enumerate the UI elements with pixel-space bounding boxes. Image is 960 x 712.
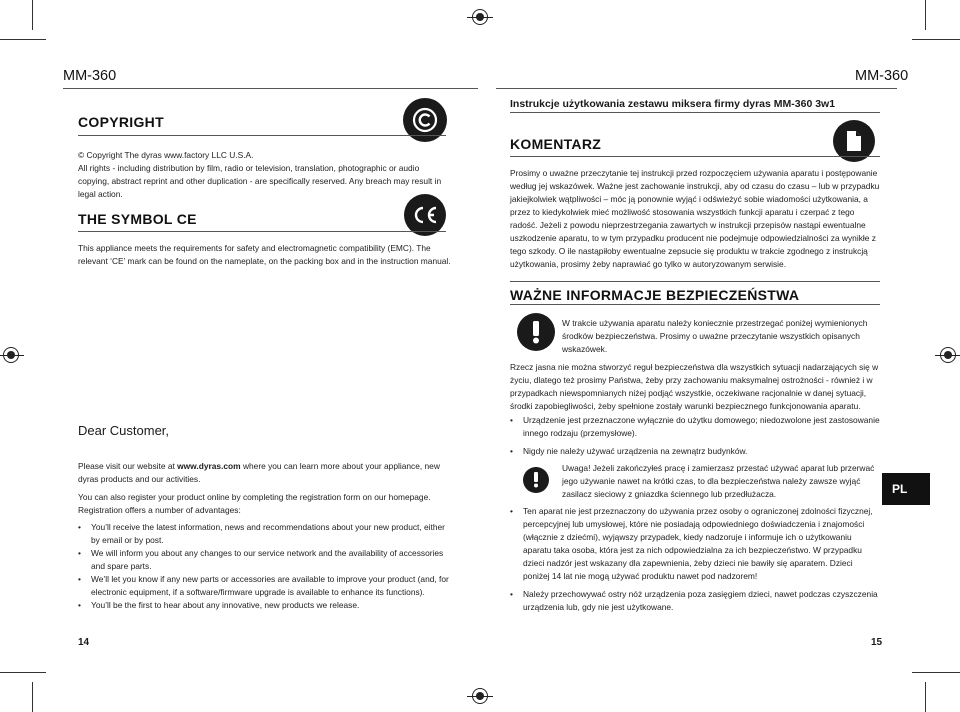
header-rule bbox=[63, 88, 478, 89]
ce-text: This appliance meets the requirements for safety and electromagnetic compatibility (EMC). The relevant ‘CE’ mark can be found on the nameplate, on the packing box and in the instruction manual. bbox=[78, 243, 451, 266]
crop-mark bbox=[0, 672, 46, 673]
list-item: • You’ll receive the latest information, news and recommendations about your new product, either by email or by post. bbox=[78, 521, 454, 547]
crop-mark bbox=[0, 39, 46, 40]
crop-mark bbox=[925, 0, 926, 30]
copyright-text bbox=[78, 149, 450, 201]
register-paragraph: You can also register your product online by completing the registration form on our homepage. Registration offers a number of advantages: bbox=[78, 492, 431, 515]
section-rule bbox=[510, 112, 880, 113]
list-item: • Nigdy nie należy używać urządzenia na zewnątrz budynków. bbox=[510, 445, 880, 458]
visit-paragraph bbox=[78, 460, 454, 486]
section-rule bbox=[510, 304, 880, 305]
registration-mark-icon bbox=[472, 9, 488, 25]
ce-mark-icon bbox=[404, 194, 446, 236]
section-rule bbox=[78, 135, 446, 136]
komentarz-title: KOMENTARZ bbox=[510, 136, 602, 152]
list-item: • We will inform you about any changes to our service network and the availability of accessories and spare parts. bbox=[78, 547, 454, 573]
list-item: • We’ll let you know if any new parts or accessories are available to improve your product (and, for electronic equipment, if a software/firmware upgrade is available to enhance its functions). bbox=[78, 573, 454, 599]
crop-mark bbox=[32, 0, 33, 30]
list-item: • You’ll be the first to hear about any innovative, new products we release. bbox=[78, 599, 454, 612]
safety-list bbox=[510, 414, 880, 458]
list-item: • Ten aparat nie jest przeznaczony do używania przez osoby o ograniczonej zdolności fizycznej, percepcyjnej lub umysłowej, które nie posiadają odpowiedniego doświadczenia i znajomości (włącznie z dziećmi), wyjąwszy przypadek, kiedy nadzoruje i informuje ich o użytkowaniu aparatu taka osoba, która jest za nich odpowiedzialna za ich bezpieczeństwo. W przypadku dzieci nadzór jest wskazany dla zapewnienia, żeby dzieci nie bawiły się aparatem. Dzieci poniżej 14 lat nie mogą używać produktu nawet pod nadzorem! bbox=[510, 505, 880, 583]
left-model-header: MM-360 bbox=[63, 68, 117, 84]
registration-mark-icon bbox=[472, 688, 488, 704]
customer-section bbox=[78, 460, 454, 612]
registration-mark-icon bbox=[940, 347, 956, 363]
copyright-line: © Copyright The dyras www.factory LLC U.S.A. bbox=[78, 150, 254, 160]
section-rule bbox=[78, 231, 446, 232]
website-link[interactable]: www.dyras.com bbox=[177, 461, 241, 471]
ce-title: THE SYMBOL CE bbox=[78, 211, 197, 227]
caution-text: Uwaga! Jeżeli zakończyłeś pracę i zamierzasz przestać używać aparat lub przerwać jego używanie nawet na krótki czas, to dla bezpieczeństwa należy zawsze wyjąć zasilacz sieciowy z gniazdka ściennego lub przedłużacza. bbox=[562, 463, 875, 499]
language-tab: PL bbox=[882, 473, 930, 505]
crop-mark bbox=[912, 672, 960, 673]
section-rule bbox=[510, 156, 880, 157]
exclamation-icon bbox=[517, 313, 555, 351]
crop-mark bbox=[925, 682, 926, 712]
safety-title: WAŻNE INFORMACJE BEZPIECZEŃSTWA bbox=[510, 287, 800, 303]
visit-post: where you can learn more about your appliance, new dyras products and our activities. bbox=[78, 461, 440, 484]
copyright-title: COPYRIGHT bbox=[78, 114, 164, 130]
exclamation-icon bbox=[523, 467, 549, 493]
safety-intro: W trakcie używania aparatu należy koniecznie przestrzegać poniżej wymienionych środków bezpieczeństwa. Prosimy o uważne przeczytanie wszystkich opisanych wskazówek. bbox=[562, 318, 868, 354]
page-number: 14 bbox=[78, 637, 90, 648]
list-item: • Należy przechowywać ostry nóż urządzenia poza zasięgiem dzieci, nawet podczas czyszczenia urządzenia lub, gdy nie jest użytkowane. bbox=[510, 588, 880, 614]
komentarz-text: Prosimy o uważne przeczytanie tej instrukcji przed rozpoczęciem używania aparatu i postępowanie według jej wskazówek. Ważne jest zachowanie instrukcji, aby od czasu do czasu – lub w przypadku jakiejkolwiek wątpliwości – móc ją ponownie wyjąć i odświeżyć sobie wiadomości użytkowania, a przez to kiedykolwiek mieć możliwość stosowania wszystkich funkcji aparatu i czerpać z tego radość. Jeżeli z powodu nieprzestrzegania zawartych w instrukcji przepisów nastąpi ewentualne uszkodzenie aparatu, to w tym przypadku producent nie podejmuje odpowiedzialności za wynikłe z tego szkody. O ile nastąpiłoby ewentualne zepsucie się produktu w trakcie zgodnego z instrukcją użytkowania, prosimy żeby naprawiać go tylko w autoryzowanym serwisie. bbox=[510, 168, 880, 269]
page-number: 15 bbox=[871, 637, 883, 648]
visit-pre: Please visit our website at bbox=[78, 461, 178, 471]
section-rule bbox=[510, 281, 880, 282]
crop-mark bbox=[912, 39, 960, 40]
header-rule bbox=[496, 88, 897, 89]
safety-list-2 bbox=[510, 505, 880, 614]
right-model-header: MM-360 bbox=[855, 68, 909, 84]
list-item: • Urządzenie jest przeznaczone wyłącznie do użytku domowego; niedozwolone jest zastosowanie innego rodzaju (przemysłowe). bbox=[510, 414, 880, 440]
safety-paragraph: Rzecz jasna nie można stworzyć reguł bezpieczeństwa dla wszystkich sytuacji nadarzających się w życiu, dlatego też prosimy Państwa, żeby przy zachowaniu maksymalnej ostrożności - również i w przypadkach niewspomnianych niżej podjąć wszystkie, oczekiwane racjonalnie w danej sytuacji, środki zapobiegliwości, żeby spełnione zostały warunki bezpiecznego funkcjonowania aparatu. bbox=[510, 362, 879, 411]
crop-mark bbox=[32, 682, 33, 712]
document-title: Instrukcje użytkowania zestawu miksera firmy dyras MM-360 3w1 bbox=[510, 98, 836, 110]
registration-mark-icon bbox=[3, 347, 19, 363]
customer-greeting: Dear Customer, bbox=[78, 423, 170, 438]
copyright-rights: All rights - including distribution by film, radio or television, translation, photographic or audio copying, abstract reprint and other duplication - are specifically reserved. Any breach may result in legal action. bbox=[78, 163, 442, 199]
